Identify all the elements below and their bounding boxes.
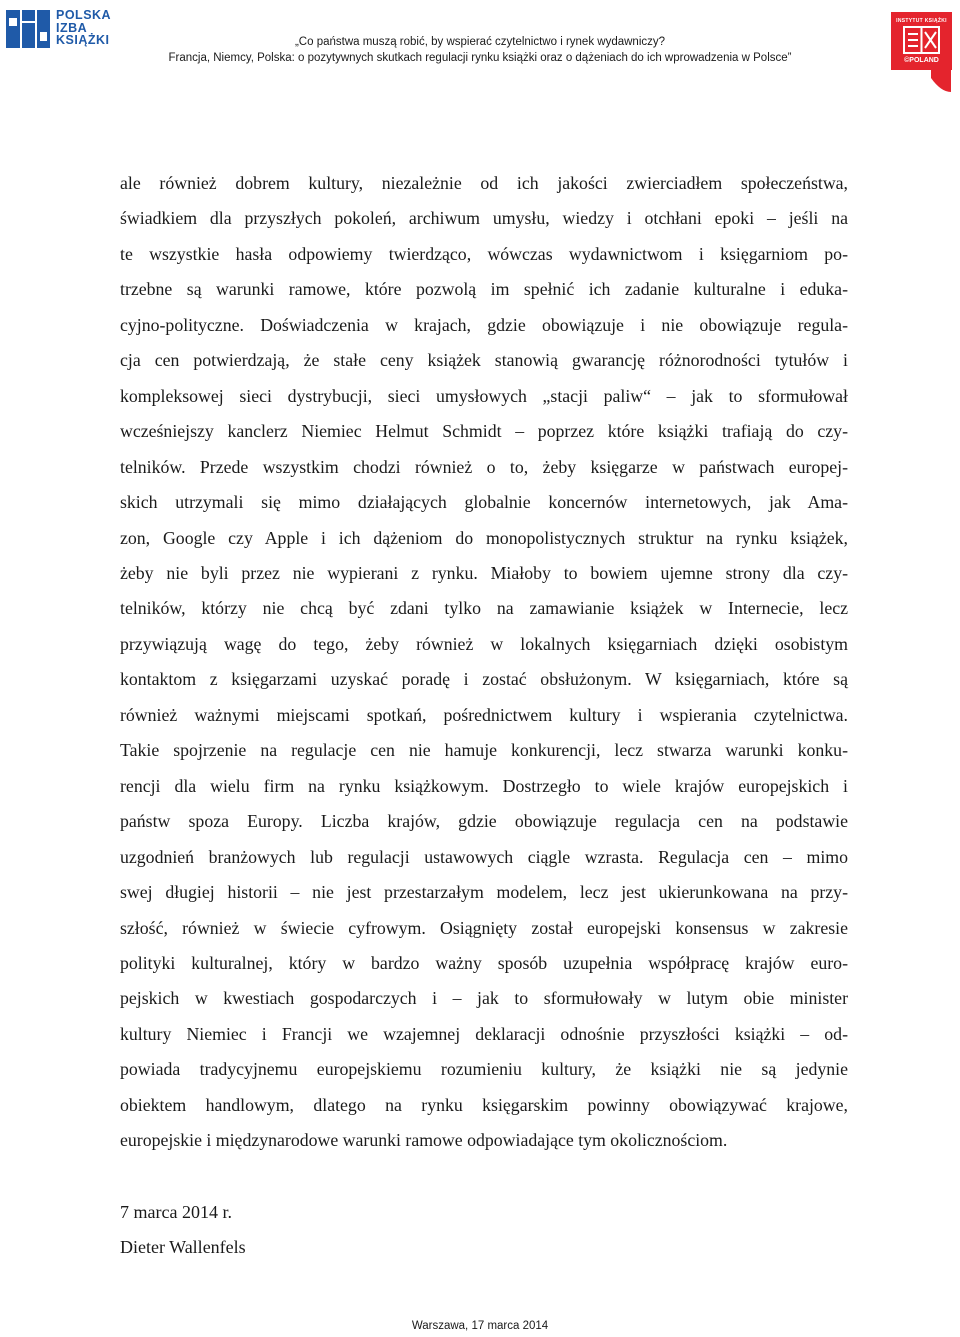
body-line: cja cen potwierdzają, że stałe ceny książek stanowią gwarancję różnorodności tytułów i xyxy=(120,350,848,371)
body-line: kompleksowej sieci dystrybucji, sieci umysłowych „stacji paliw“ – jak to sformułował xyxy=(120,385,848,406)
logo-tail-icon xyxy=(929,70,953,94)
header-title-line-2: Francja, Niemcy, Polska: o pozytywnych skutkach regulacji rynku książki oraz o dążeniach do ich wprowadzenia w Polsce” xyxy=(168,52,792,64)
instytut-ksiazki-logo-top-text: INSTYTUT KSIĄŻKI xyxy=(896,18,947,24)
header-title-line-1: „Co państwa muszą robić, by wspierać czytelnictwo i rynek wydawniczy? xyxy=(294,36,666,48)
body-line: rencji dla wielu firm na rynku książkowym. Dostrzegło to wiele krajów europejskich i xyxy=(120,775,848,796)
signature-block xyxy=(120,1195,246,1265)
body-line: państw spoza Europy. Liczba krajów, gdzie obowiązuje regulacja cen na podstawie xyxy=(120,811,848,832)
instytut-ksiazki-logo xyxy=(891,12,953,94)
body-line: kultury Niemiec i Francji we wzajemnej deklaracji odnośnie przyszłości książki – od- xyxy=(120,1023,848,1044)
body-line: trzebne są warunki ramowe, które pozwolą im spełnić ich zadanie kulturalne i eduka- xyxy=(120,279,848,300)
body-line: wcześniejszy kanclerz Niemiec Helmut Schmidt – poprzez które książki trafiają do czy- xyxy=(120,421,848,442)
pik-logo-line-3: KSIĄŻKI xyxy=(56,33,110,47)
body-line: skich utrzymali się mimo działających globalnie koncernów internetowych, jak Ama- xyxy=(120,492,848,513)
body-line: zon, Google czy Apple i ich dążeniom do monopolistycznych struktur na rynku książek, xyxy=(120,527,848,548)
instytut-ksiazki-logo-bottom-text: ©POLAND xyxy=(904,57,939,64)
body-line: swej długiej historii – nie jest przestarzałym modelem, lecz jest ukierunkowana na przy- xyxy=(120,882,848,903)
body-line: świadkiem dla przyszłych pokoleń, archiwum umysłu, wiedzy i otchłani epoki – jeśli na xyxy=(120,208,848,229)
body-line: cyjno-polityczne. Doświadczenia w krajach, gdzie obowiązuje i nie obowiązuje regula- xyxy=(120,314,848,335)
signature-date: 7 marca 2014 r. xyxy=(120,1202,232,1222)
body-paragraph xyxy=(120,166,848,1159)
body-line: europejskie i międzynarodowe warunki ramowe odpowiadające tym okolicznościom. xyxy=(120,1130,728,1151)
body-line: telników, którzy nie chcą być zdani tylko na zamawianie książek w Internecie, lecz xyxy=(120,598,848,619)
body-line: powiada tradycyjnemu europejskiemu rozumieniu kultury, że książki nie są jedynie xyxy=(120,1059,848,1080)
instytut-ksiazki-logo-box xyxy=(891,12,952,70)
pik-logo-line-1: POLSKA xyxy=(56,8,112,22)
body-line: telników. Przede wszystkim chodzi również o to, żeby księgarze w państwach europej- xyxy=(120,456,848,477)
page-footer: Warszawa, 17 marca 2014 xyxy=(411,1320,549,1332)
body-line: ale również dobrem kultury, niezależnie od ich jakości zwierciadłem społeczeństwa, xyxy=(120,173,848,193)
body-line: również ważnymi miejscami spotkań, pośrednictwem kultury i wspierania czytelnictwa. xyxy=(120,704,848,725)
body-line: Takie spojrzenie na regulacje cen nie hamuje konkurencji, lecz stwarza warunki konku- xyxy=(120,740,848,761)
body-line: pejskich w kwestiach gospodarczych i – jak to sformułowały w lutym obie minister xyxy=(120,988,848,1009)
book-glyph-icon xyxy=(903,26,940,54)
body-line: przywiązują wagę do tego, żeby również w lokalnych księgarniach dzięki osobistym xyxy=(120,633,848,654)
body-line: szłość, również w świecie cyfrowym. Osiągnięty został europejski konsensus w zakresie xyxy=(120,917,848,938)
body-line: kontaktom z księgarzami uzyskać poradę i zostać obsłużonym. W księgarniach, które są xyxy=(120,669,848,690)
body-line: uzgodnień branżowych lub regulacji ustawowych ciągle wzrasta. Regulacja cen – mimo xyxy=(120,846,848,867)
pik-logo-line-2: IZBA xyxy=(56,20,88,35)
signature-author: Dieter Wallenfels xyxy=(120,1237,246,1257)
body-line: polityki kulturalnej, który w bardzo ważny sposób uzupełnia współpracę krajów euro- xyxy=(120,952,848,973)
body-line: te wszystkie hasła odpowiemy twierdząco, wówczas wydawnictwom i księgarniom po- xyxy=(120,243,848,264)
document-body xyxy=(120,166,848,1159)
body-line: obiektem handlowym, dlatego na rynku księgarskim powinny obowiązywać krajowe, xyxy=(120,1094,848,1115)
body-line: żeby nie byli przez nie wypierani z rynku. Miałoby to bowiem ujemne strony dla czy- xyxy=(120,562,848,583)
